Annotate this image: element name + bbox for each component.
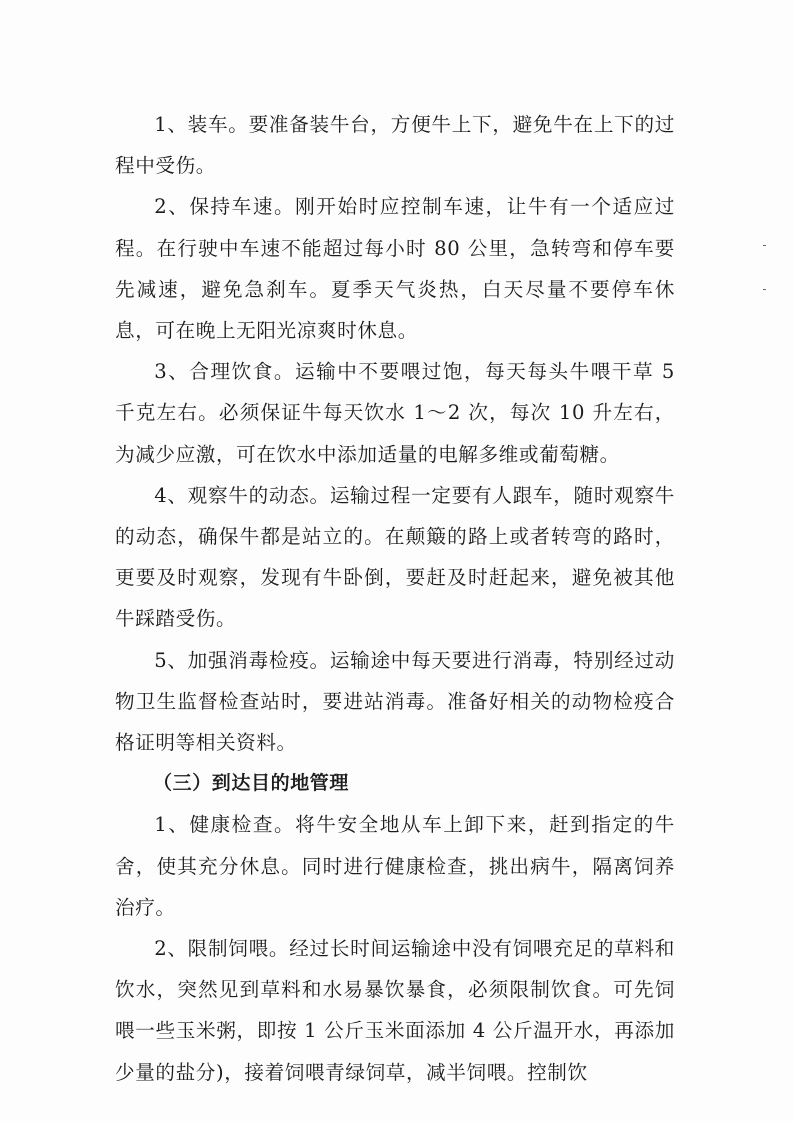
paragraph-loading: 1、装车。要准备装牛台，方便牛上下，避免牛在上下的过程中受伤。 xyxy=(115,113,675,178)
scan-speck xyxy=(763,289,766,290)
paragraph-observation: 4、观察牛的动态。运输过程一定要有人跟车，随时观察牛的动态，确保牛都是站立的。在颠簸的路上或者转弯的路时，更要及时观察，发现有牛卧倒，要赶及时赶起来，避免被其他牛踩踏受伤。 xyxy=(115,483,675,631)
paragraph-health-check: 1、健康检查。将牛安全地从车上卸下来，赶到指定的牛舍，使其充分休息。同时进行健康检查，挑出病牛，隔离饲养治疗。 xyxy=(115,813,675,919)
paragraph-disinfection: 5、加强消毒检疫。运输途中每天要进行消毒，特别经过动物卫生监督检查站时，要进站消毒。准备好相关的动物检疫合格证明等相关资料。 xyxy=(115,648,675,755)
paragraph-limited-feeding: 2、限制饲喂。经过长时间运输途中没有饲喂充足的草料和饮水，突然见到草料和水易暴饮暴食，必须限制饮食。可先饲喂一些玉米粥，即按 1 公斤玉米面添加 4 公斤温开水，再添加少量的盐分)，接着饲喂青绿饲草，减半饲喂。控制饮 xyxy=(115,937,675,1084)
paragraph-feeding: 3、合理饮食。运输中不要喂过饱，每天每头牛喂干草 5 千克左右。必须保证牛每天饮水 1～2 次，每次 10 升左右，为减少应激，可在饮水中添加适量的电解多维或葡萄糖。 xyxy=(115,360,675,466)
section-heading-arrival: （三）到达目的地管理 xyxy=(153,772,350,795)
scan-speck xyxy=(763,245,766,246)
paragraph-vehicle-speed: 2、保持车速。刚开始时应控制车速，让牛有一个适应过程。在行驶中车速不能超过每小时 80 公里，急转弯和停车要先减速，避免急刹车。夏季天气炎热，白天尽量不要停车休息，可在晚上无阳光凉爽时休息。 xyxy=(115,195,675,343)
document-body xyxy=(115,104,675,1093)
